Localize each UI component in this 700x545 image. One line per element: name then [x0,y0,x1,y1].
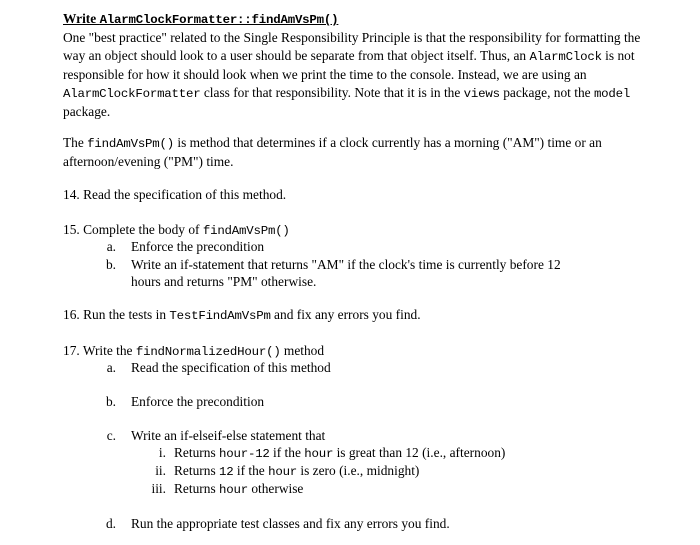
step-15-text: 15. Complete the body of [63,222,203,237]
c-ii-code-2: hour [268,465,298,479]
step-17-d-text: Run the appropriate test classes and fix any errors you find. [131,516,450,531]
step-17-text-1: 17. Write the [63,343,136,358]
intro-text-5: package. [63,104,111,119]
step-17-c-iii [174,480,303,499]
c-i-text-1: Returns [174,445,220,460]
title-prefix: Write [63,11,100,26]
intro-code-alarmclock: AlarmClock [529,50,602,64]
intro-text-1: One "best practice" related to the Single Responsibility Principle is that the responsibility for formatting the way an object should look to a user should be separate from that object itself. Thus, an [63,30,641,63]
step-17-d-marker: d. [105,516,116,531]
step-15-b-line2: hours and returns "PM" otherwise. [131,274,317,289]
intro-text-4: package, not the [499,85,594,100]
c-i-text-3: is great than 12 (i.e., afternoon) [333,445,506,460]
c-ii-text-3: is zero (i.e., midnight) [297,463,420,478]
method-description [63,134,653,171]
c-ii-text-1: Returns [174,463,220,478]
c-iii-text-1: Returns [174,481,220,496]
step-17-b-marker: b. [105,394,116,409]
step-16-text-2: and fix any errors you find. [270,307,421,322]
desc-code-method: findAmVsPm() [87,137,174,151]
page-title [63,11,338,27]
step-17-text-2: method [280,343,325,358]
desc-text-2: is method that determines if a clock currently has a morning ("AM") time or an afternoon/evening ("PM") time. [63,135,602,169]
desc-text-1: The [63,135,88,150]
c-ii-text-2: if the [233,463,269,478]
c-iii-text-2: otherwise [247,481,304,496]
c-ii-code-1: 12 [219,465,234,479]
c-i-text-2: if the [269,445,305,460]
intro-code-formatter: AlarmClockFormatter [63,87,201,101]
step-17-c-marker: c. [106,428,116,443]
c-iii-code-1: hour [219,483,248,497]
intro-paragraph [63,29,653,121]
c-i-code-1: hour-12 [219,447,270,461]
step-17-a-marker: a. [106,360,116,375]
step-17-c-iii-marker: iii. [151,481,166,496]
step-17-c-ii [174,462,419,481]
step-17-a-text: Read the specification of this method [131,360,331,375]
step-17-c-ii-marker: ii. [155,463,166,478]
step-17-c-i [174,444,505,463]
step-16-text-1: 16. Run the tests in [63,307,170,322]
step-17-c-i-marker: i. [158,445,166,460]
step-14: 14. Read the specification of this method. [63,187,287,202]
title-code: AlarmClockFormatter::findAmVsPm() [99,13,339,27]
step-17-code: findNormalizedHour() [135,345,281,359]
step-17-c-text: Write an if-elseif-else statement that [131,428,326,443]
step-15-b-line1: Write an if-statement that returns "AM" if the clock's time is currently before 12 [131,257,561,272]
intro-code-model: model [593,87,631,101]
c-i-code-2: hour [304,447,334,461]
step-17-b-text: Enforce the precondition [131,394,265,409]
step-15-code: findAmVsPm() [202,224,290,238]
step-16 [63,306,421,325]
step-15-b-marker: b. [105,257,116,272]
intro-text-2: is not responsible for how it should look when we print the time to the console. Instead, we are using an [63,48,635,82]
step-16-code: TestFindAmVsPm [169,309,271,323]
intro-code-views: views [463,87,500,101]
intro-text-3: class for that responsibility. Note that it is in the [200,85,464,100]
step-15-a-marker: a. [106,239,116,254]
step-15-a-text: Enforce the precondition [131,239,265,254]
